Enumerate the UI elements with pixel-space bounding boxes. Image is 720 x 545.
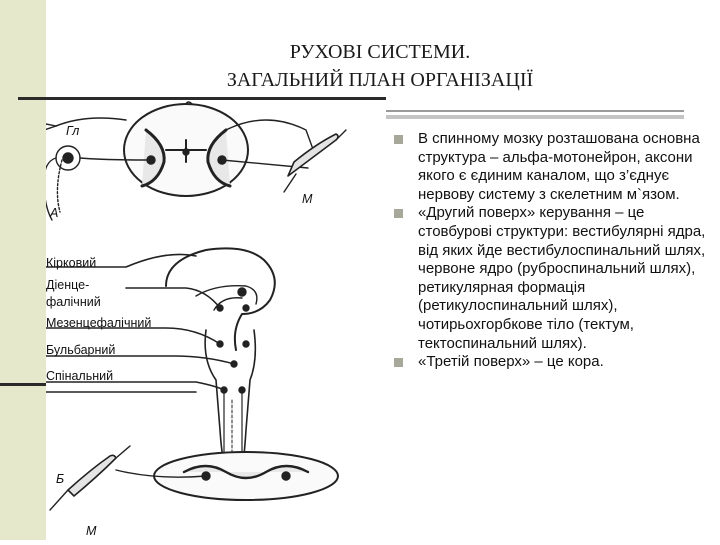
brain-outline (166, 248, 275, 470)
level-label-diencephalic-1: Діенце- (46, 278, 90, 292)
bullet-item (392, 353, 710, 372)
spinal-cross-section-bottom (116, 452, 338, 500)
slide-title (60, 38, 700, 94)
label-gl: Гл (66, 124, 80, 138)
bullet-item (392, 204, 710, 353)
title-underline-light (386, 110, 684, 112)
bullet-square-icon (394, 135, 403, 144)
level-label-spinal: Спінальний (46, 369, 114, 383)
level-label-bulbar: Бульбарний (46, 343, 116, 357)
bullet-square-icon (394, 209, 403, 218)
motor-system-diagram (46, 100, 390, 540)
bullet-text: «Другий поверх» керування – це стовбурові структури: вестибулярні ядра, від яких йде вестибулоспинальний шлях, червоне ядро (руброспинальний шлях), ретикулярная формація (ретикулоспинальний шлях), чотирьохгорбкове тіло (тектум, тектоспинальний шлях). (418, 204, 706, 352)
bullet-list (392, 130, 710, 372)
bullet-text: В спинному мозку розташована основна структура – альфа-мотонейрон, аксони якого є єдиним каналом, що з’єднує нервову систему з скелетним м`язом. (418, 130, 700, 203)
level-label-diencephalic-2: фалічний (46, 295, 101, 309)
slide-title-line-2: ЗАГАЛЬНИЙ ПЛАН ОРГАНІЗАЦІЇ (226, 69, 534, 91)
level-label-cortical: Кірковий (46, 256, 97, 270)
level-label-mesencephalic: Мезенцефалічний (46, 316, 152, 330)
left-accent-band (0, 0, 46, 540)
bullet-item (392, 130, 710, 204)
label-m-bottom: М (86, 524, 97, 538)
label-b: Б (56, 472, 65, 486)
bullet-text: «Третій поверх» – це кора. (418, 353, 604, 371)
title-underline-light-shadow (386, 115, 684, 119)
spinal-cross-section-top (124, 102, 248, 196)
bullet-square-icon (394, 358, 403, 367)
left-accent-divider (0, 383, 46, 386)
label-a: А (50, 206, 59, 220)
slide-title-line-1: РУХОВІ СИСТЕМИ. (289, 41, 471, 63)
label-m-top: М (302, 192, 313, 206)
